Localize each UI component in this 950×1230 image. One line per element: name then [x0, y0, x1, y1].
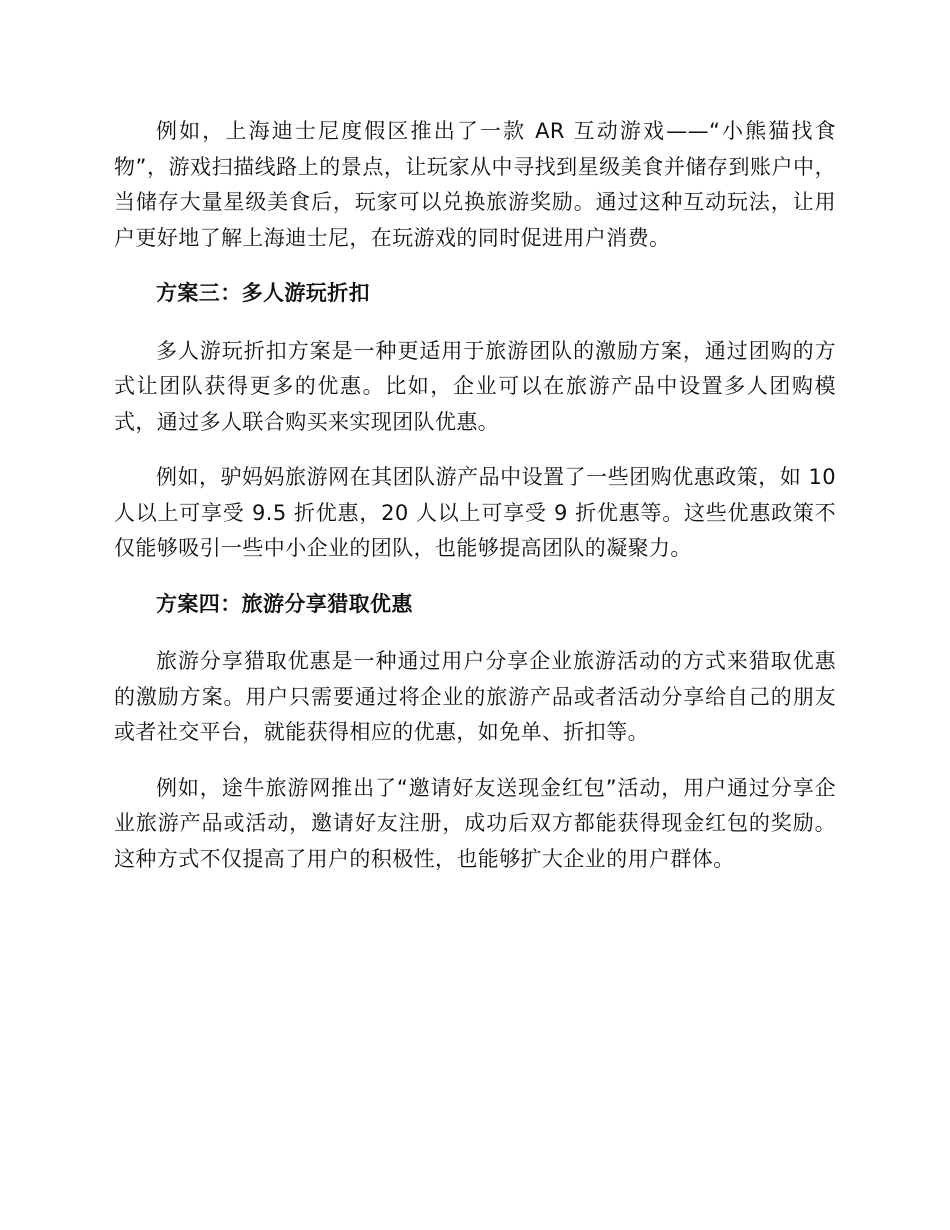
paragraph-disney-example: 例如，上海迪士尼度假区推出了一款 AR 互动游戏——“小熊猫找食物”，游戏扫描线路上的景点，让玩家从中寻找到星级美食并储存到账户中，当储存大量星级美食后，玩家可以兑换旅游奖励。通过这种互动玩法，让用户更好地了解上海迪士尼，在玩游戏的同时促进用户消费。	[114, 119, 836, 250]
paragraph-share-discount: 旅游分享猎取优惠是一种通过用户分享企业旅游活动的方式来猎取优惠的激励方案。用户只需要通过将企业的旅游产品或者活动分享给自己的朋友或者社交平台，就能获得相应的优惠，如免单、折扣等。	[114, 649, 836, 744]
section-heading-plan-four: 方案四：旅游分享猎取优惠	[156, 591, 413, 616]
paragraph-group-discount: 多人游玩折扣方案是一种更适用于旅游团队的激励方案，通过团购的方式让团队获得更多的优惠。比如，企业可以在旅游产品中设置多人团购模式，通过多人联合购买来实现团队优惠。	[114, 338, 836, 434]
document-page	[114, 114, 836, 897]
paragraph-lvmama-example: 例如，驴妈妈旅游网在其团队游产品中设置了一些团购优惠政策，如 10 人以上可享受 9.5 折优惠，20 人以上可享受 9 折优惠等。这些优惠政策不仅能够吸引一些中小企业的团队，也能够提高团队的凝聚力。	[114, 465, 836, 560]
paragraph-tuniu-example: 例如，途牛旅游网推出了“邀请好友送现金红包”活动，用户通过分享企业旅游产品或活动，邀请好友注册，成功后双方都能获得现金红包的奖励。这种方式不仅提高了用户的积极性，也能够扩大企业的用户群体。	[114, 775, 836, 871]
section-heading-plan-three: 方案三：多人游玩折扣	[156, 281, 370, 305]
